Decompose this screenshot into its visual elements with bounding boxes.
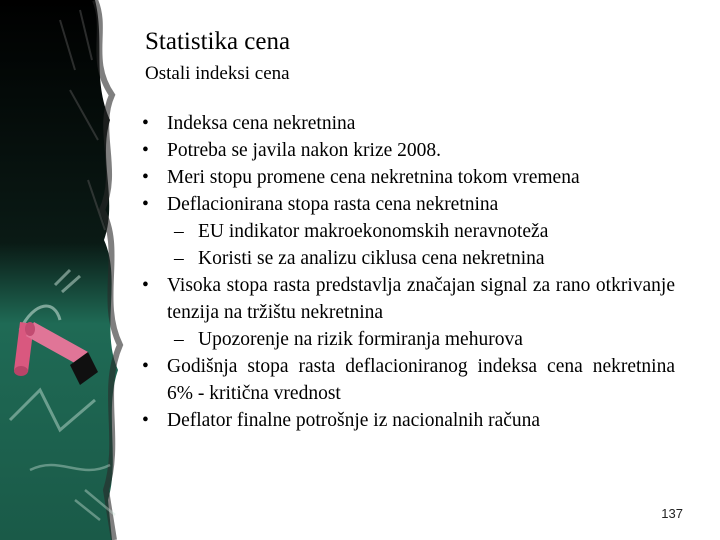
bullet-item <box>140 272 675 326</box>
slide-subtitle: Ostali indeksi cena <box>145 63 290 84</box>
sub-bullet-item <box>140 245 675 272</box>
bullet-marker: • <box>142 113 149 134</box>
bullet-text: Visoka stopa rasta predstavlja značajan signal za rano otkrivanje tenzija na tržištu nekretnina <box>167 275 675 323</box>
bullet-text: Deflator finalne potrošnje iz nacionalnih računa <box>167 410 541 431</box>
chalkboard-image <box>0 0 140 540</box>
bullet-item <box>140 110 675 137</box>
bullet-text: Potreba se javila nakon krize 2008. <box>167 140 441 161</box>
dash-marker: – <box>174 221 184 242</box>
bullet-text: Koristi se za analizu ciklusa cena nekretnina <box>198 248 545 269</box>
bullet-text: Meri stopu promene cena nekretnina tokom vremena <box>167 167 580 188</box>
bullet-marker: • <box>142 140 149 161</box>
sub-bullet-item <box>140 326 675 353</box>
dash-marker: – <box>174 329 184 350</box>
bullet-item <box>140 137 675 164</box>
chalkboard-decoration <box>0 0 140 540</box>
bullet-item <box>140 407 675 434</box>
bullet-marker: • <box>142 167 149 188</box>
slide-title: Statistika cena <box>145 28 291 55</box>
bullet-text: Indeksa cena nekretnina <box>167 113 356 134</box>
bullet-marker: • <box>142 194 149 215</box>
bullet-item <box>140 164 675 191</box>
bullet-text: Godišnja stopa rasta deflacioniranog indeksa cena nekretnina 6% - kritična vrednost <box>167 356 675 404</box>
bullet-list <box>140 110 675 434</box>
bullet-marker: • <box>142 410 149 431</box>
sub-bullet-item <box>140 218 675 245</box>
bullet-item <box>140 191 675 218</box>
bullet-text: Deflacionirana stopa rasta cena nekretnina <box>167 194 499 215</box>
bullet-text: EU indikator makroekonomskih neravnoteža <box>198 221 549 242</box>
bullet-marker: • <box>142 356 149 377</box>
bullet-text: Upozorenje na rizik formiranja mehurova <box>198 329 523 350</box>
page-number: 137 <box>661 506 683 521</box>
bullet-item <box>140 353 675 407</box>
bullet-marker: • <box>142 275 149 296</box>
dash-marker: – <box>174 248 184 269</box>
